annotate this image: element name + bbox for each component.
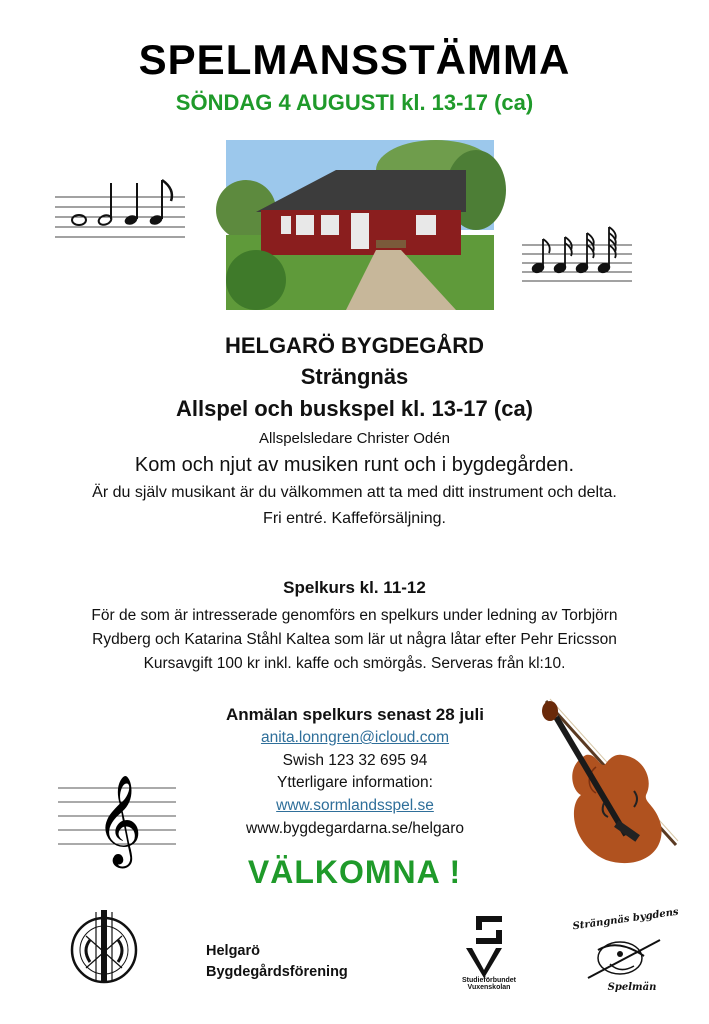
venue-city: Strängnäs (300, 364, 409, 389)
house-photo (226, 140, 494, 310)
sixteenth-notes-staff-icon (522, 225, 632, 290)
treble-clef-staff-icon (58, 760, 176, 865)
welcome-text: Kom och njut av musiken runt och i bygdegården. (134, 454, 575, 476)
event-date: SÖNDAG 4 AUGUSTI kl. 13-17 (ca) (175, 90, 534, 115)
more-info-label: Ytterligare information: (277, 774, 433, 791)
welcome-banner: VÄLKOMNA ! (247, 854, 462, 890)
strangnasbygdens-spelman-logo (572, 906, 680, 996)
course-line: Rydberg och Katarina Ståhl Kaltea som lär ut några låtar efter Pehr Ericsson (92, 631, 617, 648)
allspel-heading: Allspel och buskspel kl. 13-17 (ca) (175, 396, 534, 421)
entry-info: Fri entré. Kaffeförsäljning. (263, 510, 446, 527)
violin-image (526, 695, 684, 873)
organization-name (206, 941, 348, 983)
bygdegardarna-url: www.bygdegardarna.se/helgaro (246, 820, 464, 837)
org-line: Bygdegårdsförening (206, 964, 348, 980)
spelman-emblem-logo (66, 906, 142, 986)
allspel-leader: Allspelsledare Christer Odén (259, 430, 450, 447)
poster-title: SPELMANSSTÄMMA (138, 36, 571, 83)
logo2-line2: Vuxenskolan (467, 984, 511, 991)
org-line: Helgarö (206, 943, 260, 959)
course-line: Kursavgift 100 kr inkl. kaffe och smörgås. Serveras från kl:10. (143, 655, 566, 672)
course-description (0, 604, 709, 676)
registration-title: Anmälan spelkurs senast 28 juli (226, 705, 484, 724)
music-notes-staff-icon (55, 175, 185, 245)
svg-text:𝄞: 𝄞 (96, 775, 143, 865)
musician-invite: Är du själv musikant är du välkommen att ta med ditt instrument och delta. (92, 484, 617, 501)
logo3-top-text: Strängnäs bygdens (572, 906, 680, 933)
course-line: För de som är intresserade genomförs en spelkurs under ledning av Torbjörn (91, 607, 618, 624)
logo2-line1: Studieförbundet (461, 977, 517, 984)
course-title: Spelkurs kl. 11-12 (283, 578, 426, 597)
logo3-bottom-text: Spelmän (607, 982, 657, 993)
venue-name: HELGARÖ BYGDEGÅRD (224, 333, 485, 358)
registration-email-link[interactable]: anita.lonngren@icloud.com (260, 729, 450, 746)
swish-number: Swish 123 32 695 94 (282, 752, 428, 769)
sormlandsspel-link[interactable]: www.sormlandsspel.se (276, 797, 434, 814)
studieforbundet-vuxenskolan-logo (450, 910, 530, 990)
